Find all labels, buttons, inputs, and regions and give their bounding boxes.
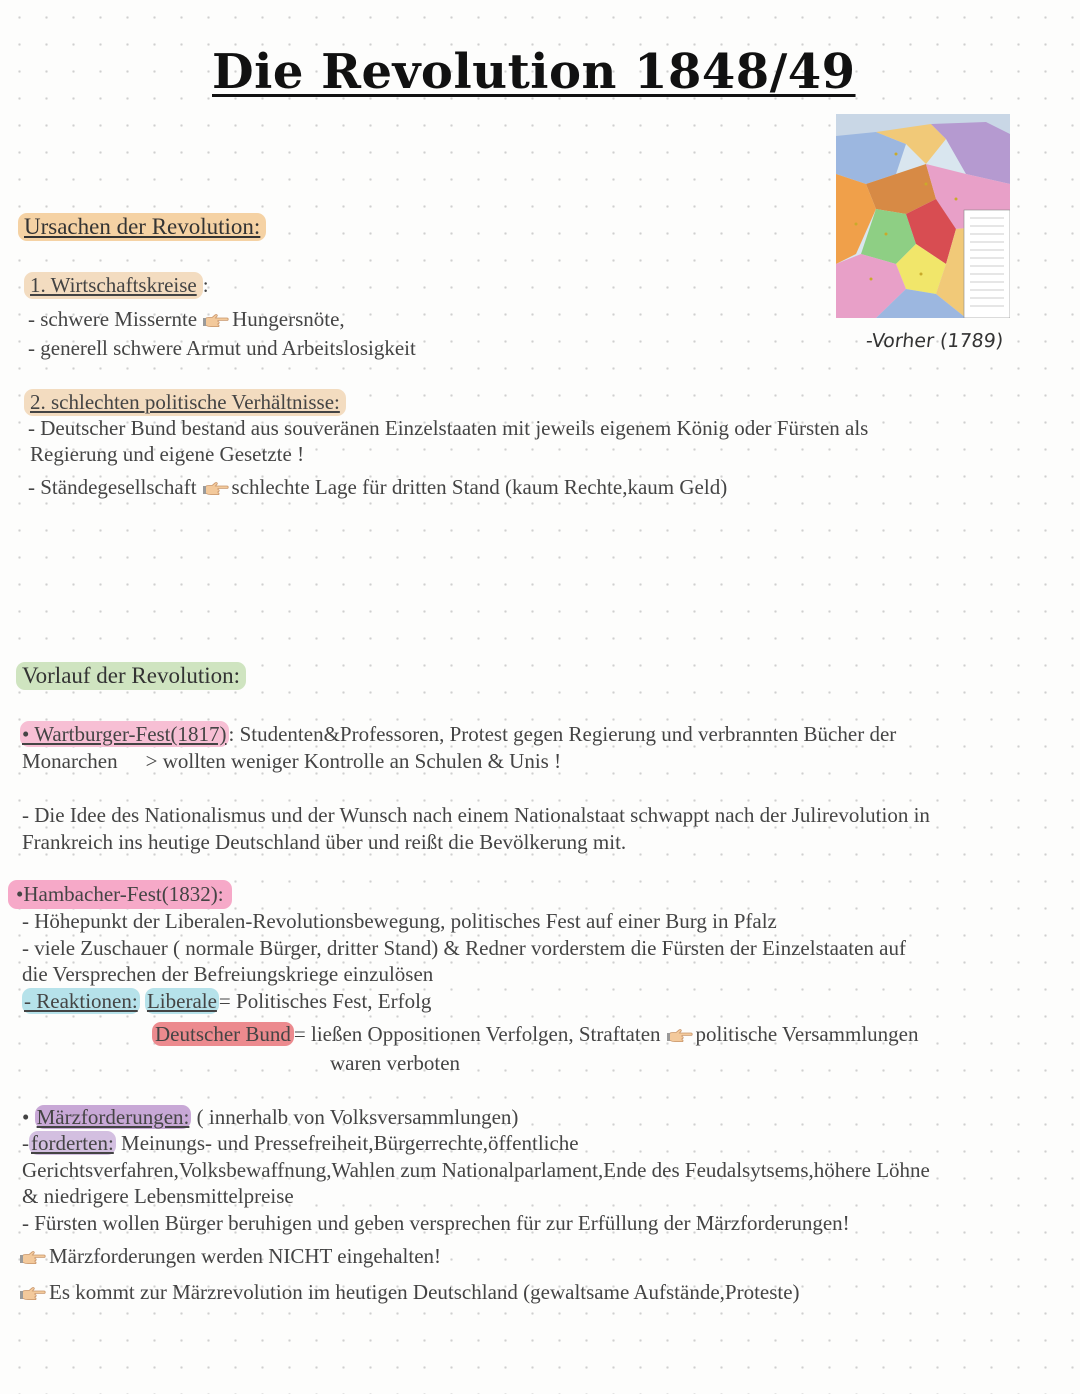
page-title: Die Revolution 1848/49 (212, 44, 856, 100)
section-heading-ursachen: Ursachen der Revolution: (18, 214, 266, 240)
text-line: - Fürsten wollen Bürger beruhigen und geben versprechen für zur Erfüllung der Märzforderungen! (22, 1211, 850, 1235)
text-line: Regierung und eigene Gesetzte ! (30, 442, 305, 466)
subheading-politische-verhaeltnisse: 2. schlechten politische Verhältnisse: (24, 389, 346, 416)
text-line: die Versprechen der Befreiungskriege einzulösen (22, 962, 434, 986)
text-line: Es kommt zur Märzrevolution im heutigen Deutschland (gewaltsame Aufstände,Proteste) (20, 1279, 800, 1306)
text-line: - generell schwere Armut und Arbeitslosigkeit (28, 336, 416, 360)
text-line: - Höhepunkt der Liberalen-Revolutionsbewegung, politisches Fest auf einer Burg in Pfalz (22, 909, 777, 933)
wartburg-label: • Wartburger-Fest(1817) (22, 722, 227, 746)
text-line: & niedrigere Lebensmittelpreise (22, 1184, 294, 1208)
pointing-hand-icon (203, 313, 229, 329)
text-line: - Die Idee des Nationalismus und der Wunsch nach einem Nationalstaat schwappt nach der Julirevolution in (22, 803, 930, 827)
text-line: waren verboten (330, 1051, 461, 1075)
text-line: Frankreich ins heutige Deutschland über und reißt die Bevölkerung mit. (22, 830, 627, 854)
subheading-wirtschaftskreise: 1. Wirtschaftskreise : (24, 272, 209, 299)
pointing-hand-icon (203, 481, 229, 497)
text-line: - schwere Missernte Hungersnöte, (28, 307, 345, 331)
map-caption: -Vorher (1789) (864, 330, 1005, 352)
section-heading-vorlauf: Vorlauf der Revolution: (16, 663, 246, 689)
maerz-line: • Märzforderungen: ( innerhalb von Volksversammlungen) (22, 1105, 519, 1129)
pointing-hand-icon (20, 1250, 46, 1266)
forderten-line: -forderten: Meinungs- und Pressefreiheit,Bürgerrechte,öffentliche (22, 1131, 579, 1155)
text-line: - Deutscher Bund bestand aus souveränen Einzelstaaten mit jeweils eigenem König oder Fürsten als (28, 416, 869, 440)
pointing-hand-icon (20, 1286, 46, 1302)
pointing-hand-icon (667, 1028, 693, 1044)
text-line: Märzforderungen werden NICHT eingehalten! (20, 1243, 441, 1270)
text-line: Gerichtsverfahren,Volksbewaffnung,Wahlen zum Nationalparlament,Ende des Feudalsytsems,höhere Löhne (22, 1158, 930, 1182)
text-line: Monarchen > wollten weniger Kontrolle an Schulen & Unis ! (22, 749, 562, 773)
hambach-label: •Hambacher-Fest(1832): (8, 881, 232, 908)
reaktionen-line: - Reaktionen: Liberale= Politisches Fest, Erfolg (24, 989, 432, 1013)
text-line: - Ständegesellschaft schlechte Lage für dritten Stand (kaum Rechte,kaum Geld) (28, 475, 728, 499)
historical-map-image (836, 114, 1010, 318)
text-line: - viele Zuschauer ( normale Bürger, dritter Stand) & Redner vorderstem die Fürsten der Einzelstaaten auf (22, 936, 906, 960)
deutscher-bund-line: Deutscher Bund = ließen Oppositionen Verfolgen, Straftaten politische Versammlungen (152, 1021, 919, 1048)
wartburg-line: • Wartburger-Fest(1817): Studenten&Professoren, Protest gegen Regierung und verbrannten Bücher der (22, 722, 897, 746)
